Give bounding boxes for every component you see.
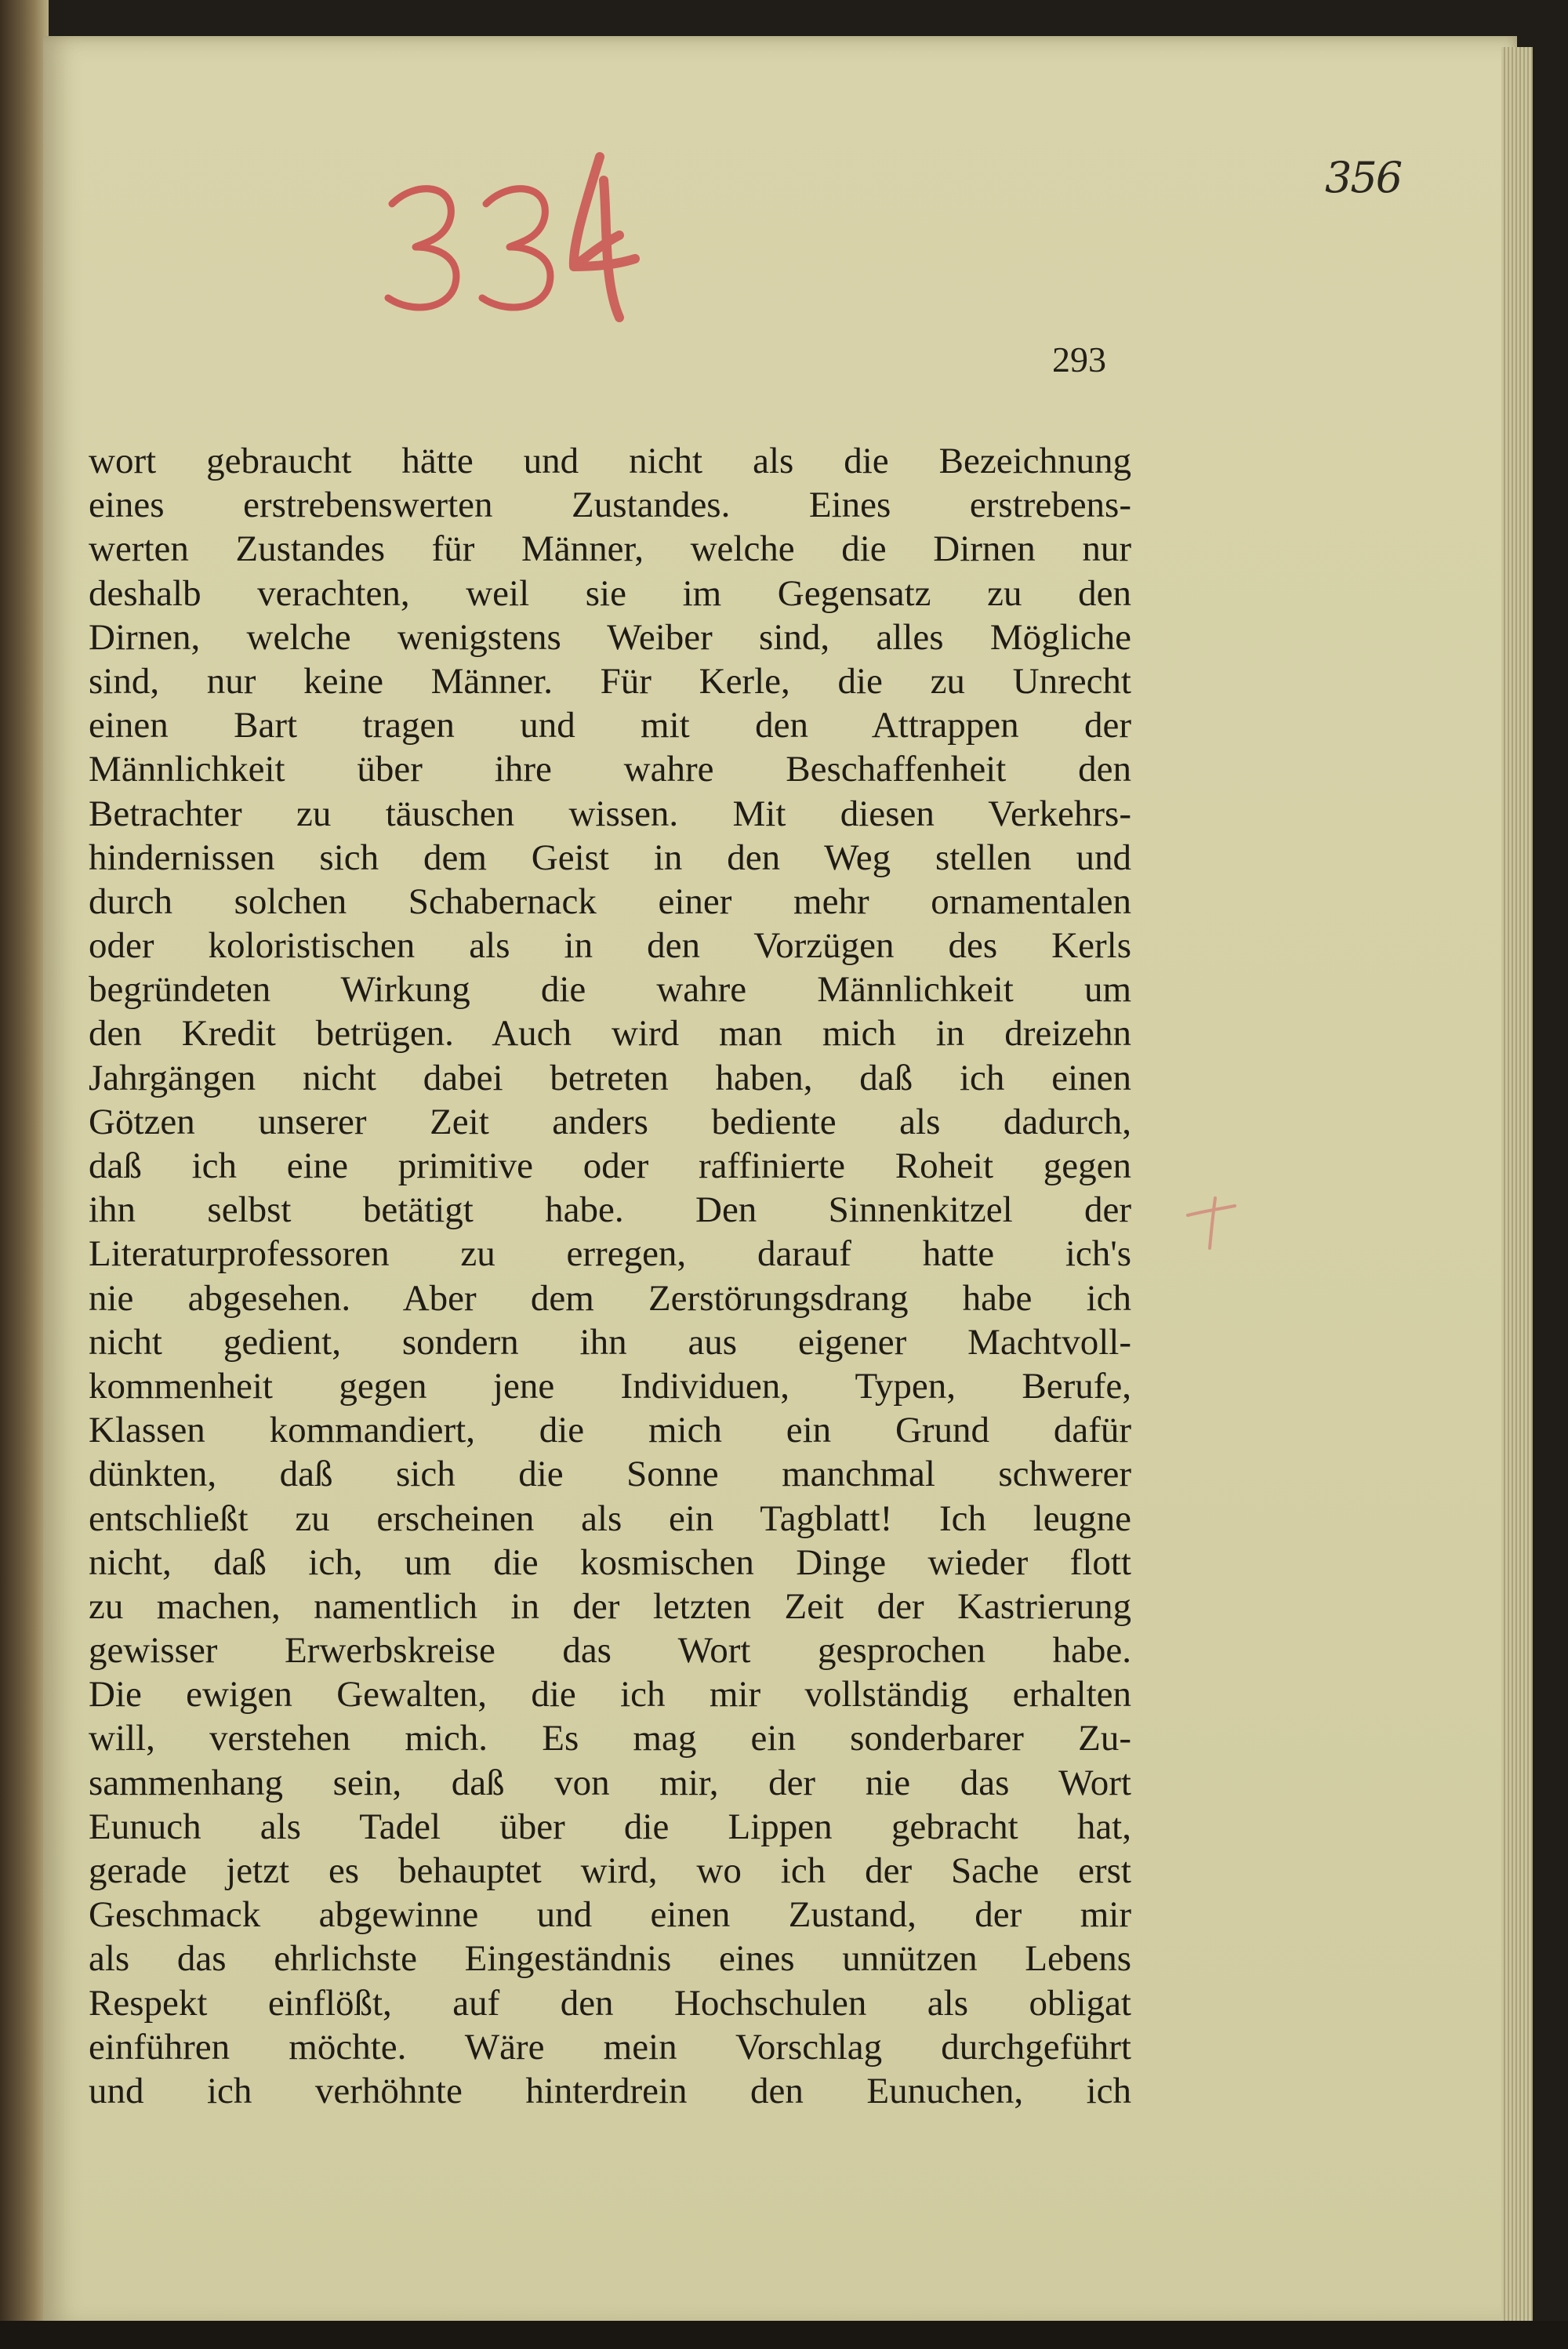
- text-line: wort gebraucht hätte und nicht als die Bezeichnung: [89, 441, 1131, 481]
- page-edges: [1501, 47, 1533, 2321]
- text-line: sammenhang sein, daß von mir, der nie das Wort: [89, 1762, 1131, 1803]
- text-line: Betrachter zu täuschen wissen. Mit diesen Verkehrs-: [89, 793, 1131, 834]
- text-line: deshalb verachten, weil sie im Gegensatz zu den: [89, 572, 1131, 614]
- body-text: [89, 439, 1131, 2113]
- text-line: ihn selbst betätigt habe. Den Sinnenkitzel der: [89, 1189, 1131, 1231]
- text-line: will, verstehen mich. Es mag ein sonderbarer Zu-: [89, 1718, 1131, 1759]
- text-line: gerade jetzt es behauptet wird, wo ich der Sache erst: [89, 1850, 1131, 1891]
- red-handwritten-number: [368, 149, 651, 329]
- text-line: kommenheit gegen jene Individuen, Typen, Berufe,: [89, 1365, 1131, 1407]
- text-line: einen Bart tragen und mit den Attrappen der: [89, 705, 1131, 746]
- text-line: sind, nur keine Männer. Für Kerle, die zu Unrecht: [89, 660, 1131, 702]
- book-spine: [0, 0, 49, 2349]
- text-line: werten Zustandes für Männer, welche die Dirnen nur: [89, 528, 1131, 570]
- text-line: daß ich eine primitive oder raffinierte Roheit gegen: [89, 1145, 1131, 1186]
- text-line: Männlichkeit über ihre wahre Beschaffenheit den: [89, 749, 1131, 790]
- text-line: einführen möchte. Wäre mein Vorschlag durchgeführt: [89, 2026, 1131, 2068]
- text-line: Götzen unserer Zeit anders bediente als dadurch,: [89, 1101, 1131, 1142]
- text-line: Eunuch als Tadel über die Lippen gebracht hat,: [89, 1806, 1131, 1847]
- text-line: nie abgesehen. Aber dem Zerstörungsdrang habe ich: [89, 1277, 1131, 1319]
- text-line: Literaturprofessoren zu erregen, darauf hatte ich's: [89, 1233, 1131, 1275]
- text-line: hindernissen sich dem Geist in den Weg stellen und: [89, 837, 1131, 878]
- page-number: 293: [1052, 339, 1106, 379]
- text-line: zu machen, namentlich in der letzten Zeit der Kastrierung: [89, 1585, 1131, 1627]
- text-line: Respekt einflößt, auf den Hochschulen als obligat: [89, 1982, 1131, 2024]
- text-line: dünkten, daß sich die Sonne manchmal schwerer: [89, 1454, 1131, 1495]
- text-line: oder koloristischen als in den Vorzügen des Kerls: [89, 925, 1131, 967]
- red-archive-number-mark: [368, 149, 651, 329]
- text-line: Geschmack abgewinne und einen Zustand, der mir: [89, 1894, 1131, 1936]
- text-line: eines erstrebenswerten Zustandes. Eines erstrebens-: [89, 485, 1131, 526]
- text-line: Klassen kommandiert, die mich ein Grund dafür: [89, 1410, 1131, 1451]
- text-line: nicht, daß ich, um die kosmischen Dinge wieder flott: [89, 1541, 1131, 1583]
- text-line: Dirnen, welche wenigstens Weiber sind, alles Mögliche: [89, 616, 1131, 658]
- text-line: Die ewigen Gewalten, die ich mir vollständig erhalten: [89, 1674, 1131, 1715]
- text-line: als das ehrlichste Eingeständnis eines unnützen Lebens: [89, 1938, 1131, 1980]
- scan-background: [0, 2321, 1568, 2349]
- text-line: durch solchen Schabernack einer mehr ornamentalen: [89, 880, 1131, 922]
- text-line: den Kredit betrügen. Auch wird man mich in dreizehn: [89, 1013, 1131, 1055]
- text-line: begründeten Wirkung die wahre Männlichkeit um: [89, 969, 1131, 1011]
- text-line: und ich verhöhnte hinterdrein den Eunuchen, ich: [89, 2070, 1131, 2111]
- text-line: Jahrgängen nicht dabei betreten haben, daß ich einen: [89, 1057, 1131, 1098]
- text-line: gewisser Erwerbskreise das Wort gesprochen habe.: [89, 1630, 1131, 1672]
- red-pencil-tick: [1180, 1192, 1250, 1254]
- handwritten-folio-number: 356: [1325, 153, 1402, 202]
- text-line: entschließt zu erscheinen als ein Tagblatt! Ich leugne: [89, 1498, 1131, 1539]
- red-pencil-margin-mark: [1180, 1192, 1250, 1254]
- text-line: nicht gedient, sondern ihn aus eigener Machtvoll-: [89, 1321, 1131, 1363]
